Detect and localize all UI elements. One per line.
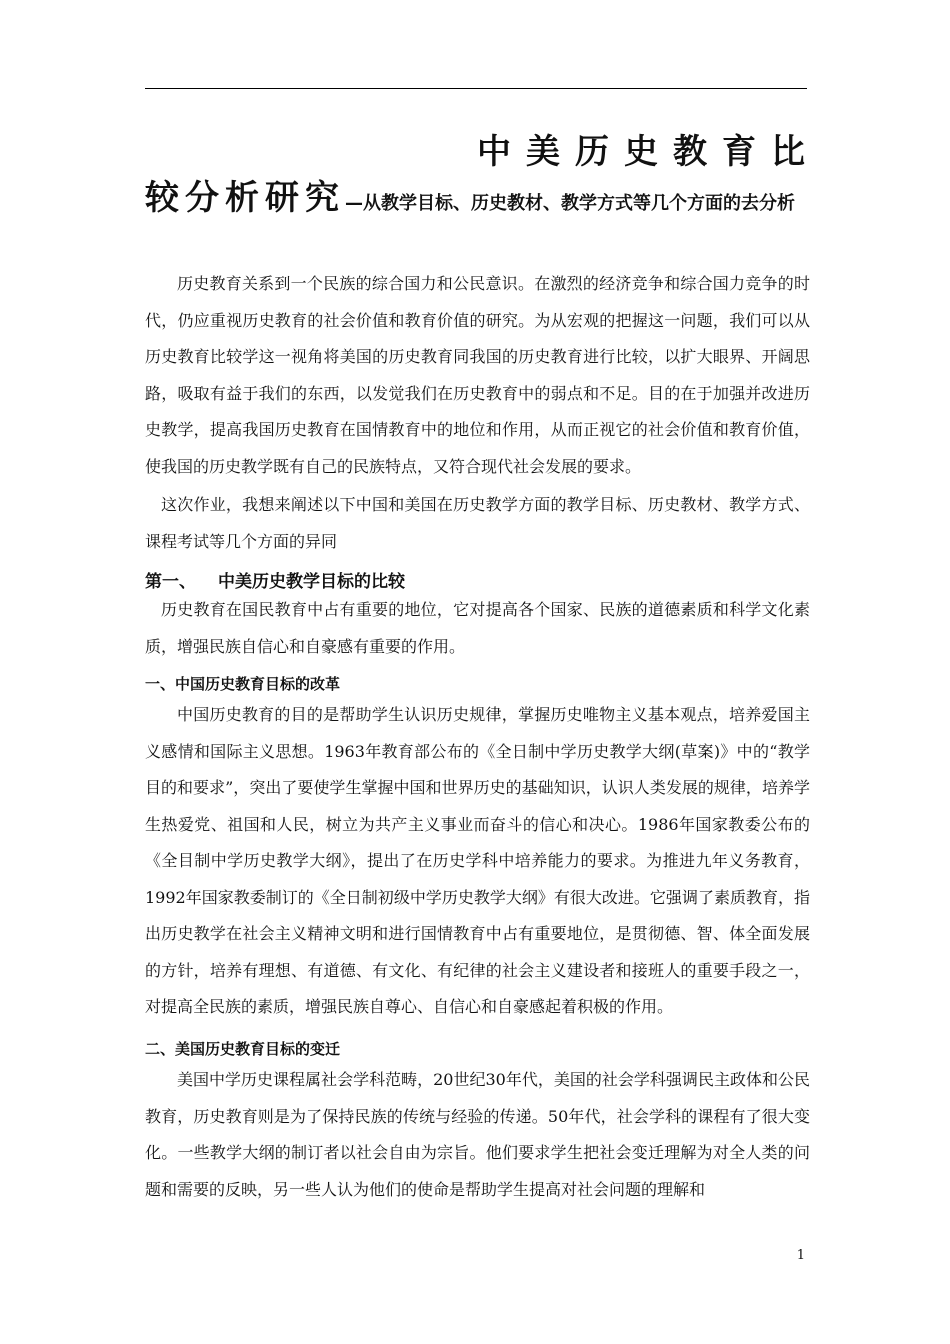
intro-paragraph-1: 历史教育关系到一个民族的综合国力和公民意识。在激烈的经济竞争和综合国力竞争的时代，仍应重视历史教育的社会价值和教育价值的研究。为从宏观的把握这一问题，我们可以从历史教育比较学这一视角将美国的历史教育同我国的历史教育进行比较，以扩大眼界、开阔思路，吸取有益于我们的东西，以发觉我们在历史教育中的弱点和不足。目的在于加强并改进历史教学，提高我国历史教育在国情教育中的地位和作用，从而正视它的社会价值和教育价值，使我国的历史教学既有自己的民族特点，又符合现代社会发展的要求。 xyxy=(145,274,810,476)
document-subtitle: —从教学目标、历史教材、教学方式等几个方面的去分析 xyxy=(345,193,795,214)
section-heading-1 xyxy=(145,567,405,592)
document-title-line1: 中美历史教育比 xyxy=(477,132,820,172)
document-title-continuation: 较分析研究 xyxy=(145,178,345,218)
subsection-heading-usa: 二、美国历史教育目标的变迁 xyxy=(145,1040,341,1058)
section-number: 第一、 xyxy=(145,572,196,592)
intro-paragraph-2: 这次作业，我想来阐述以下中国和美国在历史教学方面的教学目标、历史教材、教学方式、课程考试等几个方面的异同 xyxy=(145,495,810,551)
subsection-paragraph-china: 中国历史教育的目的是帮助学生认识历史规律，掌握历史唯物主义基本观点，培养爱国主义感情和国际主义思想。1963年教育部公布的《全日制中学历史教学大纲(草案)》中的“教学目的和要求”，突出了要使学生掌握中国和世界历史的基础知识，认识人类发展的规律，培养学生热爱党、祖国和人民，树立为共产主义事业而奋斗的信心和决心。1986年国家教委公布的《全目制中学历史教学大纲》，提出了在历史学科中培养能力的要求。为推进九年义务教育，1992年国家教委制订的《全日制初级中学历史教学大纲》有很大改进。它强调了素质教育，指出历史教学在社会主义精神文明和进行国情教育中占有重要地位，是贯彻德、智、体全面发展的方针，培养有理想、有道德、有文化、有纪律的社会主义建设者和接班人的重要手段之一，对提高全民族的素质，增强民族自尊心、自信心和自豪感起着积极的作用。 xyxy=(145,705,810,1016)
subsection-heading-china: 一、中国历史教育目标的改革 xyxy=(145,675,341,693)
header-rule xyxy=(145,88,807,89)
page-number: 1 xyxy=(796,1248,805,1263)
section-title: 中美历史教学目标的比较 xyxy=(218,572,405,592)
section1-intro-paragraph: 历史教育在国民教育中占有重要的地位，它对提高各个国家、民族的道德素质和科学文化素质，增强民族自信心和自豪感有重要的作用。 xyxy=(145,600,810,656)
document-title-line2 xyxy=(145,178,810,220)
subsection-paragraph-usa: 美国中学历史课程属社会学科范畴，20世纪30年代，美国的社会学科强调民主政体和公民教育，历史教育则是为了保持民族的传统与经验的传递。50年代，社会学科的课程有了很大变化。一些教学大纲的制订者以社会自由为宗旨。他们要求学生把社会变迁理解为对全人类的问题和需要的反映，另一些人认为他们的使命是帮助学生提高对社会问题的理解和 xyxy=(145,1070,810,1199)
